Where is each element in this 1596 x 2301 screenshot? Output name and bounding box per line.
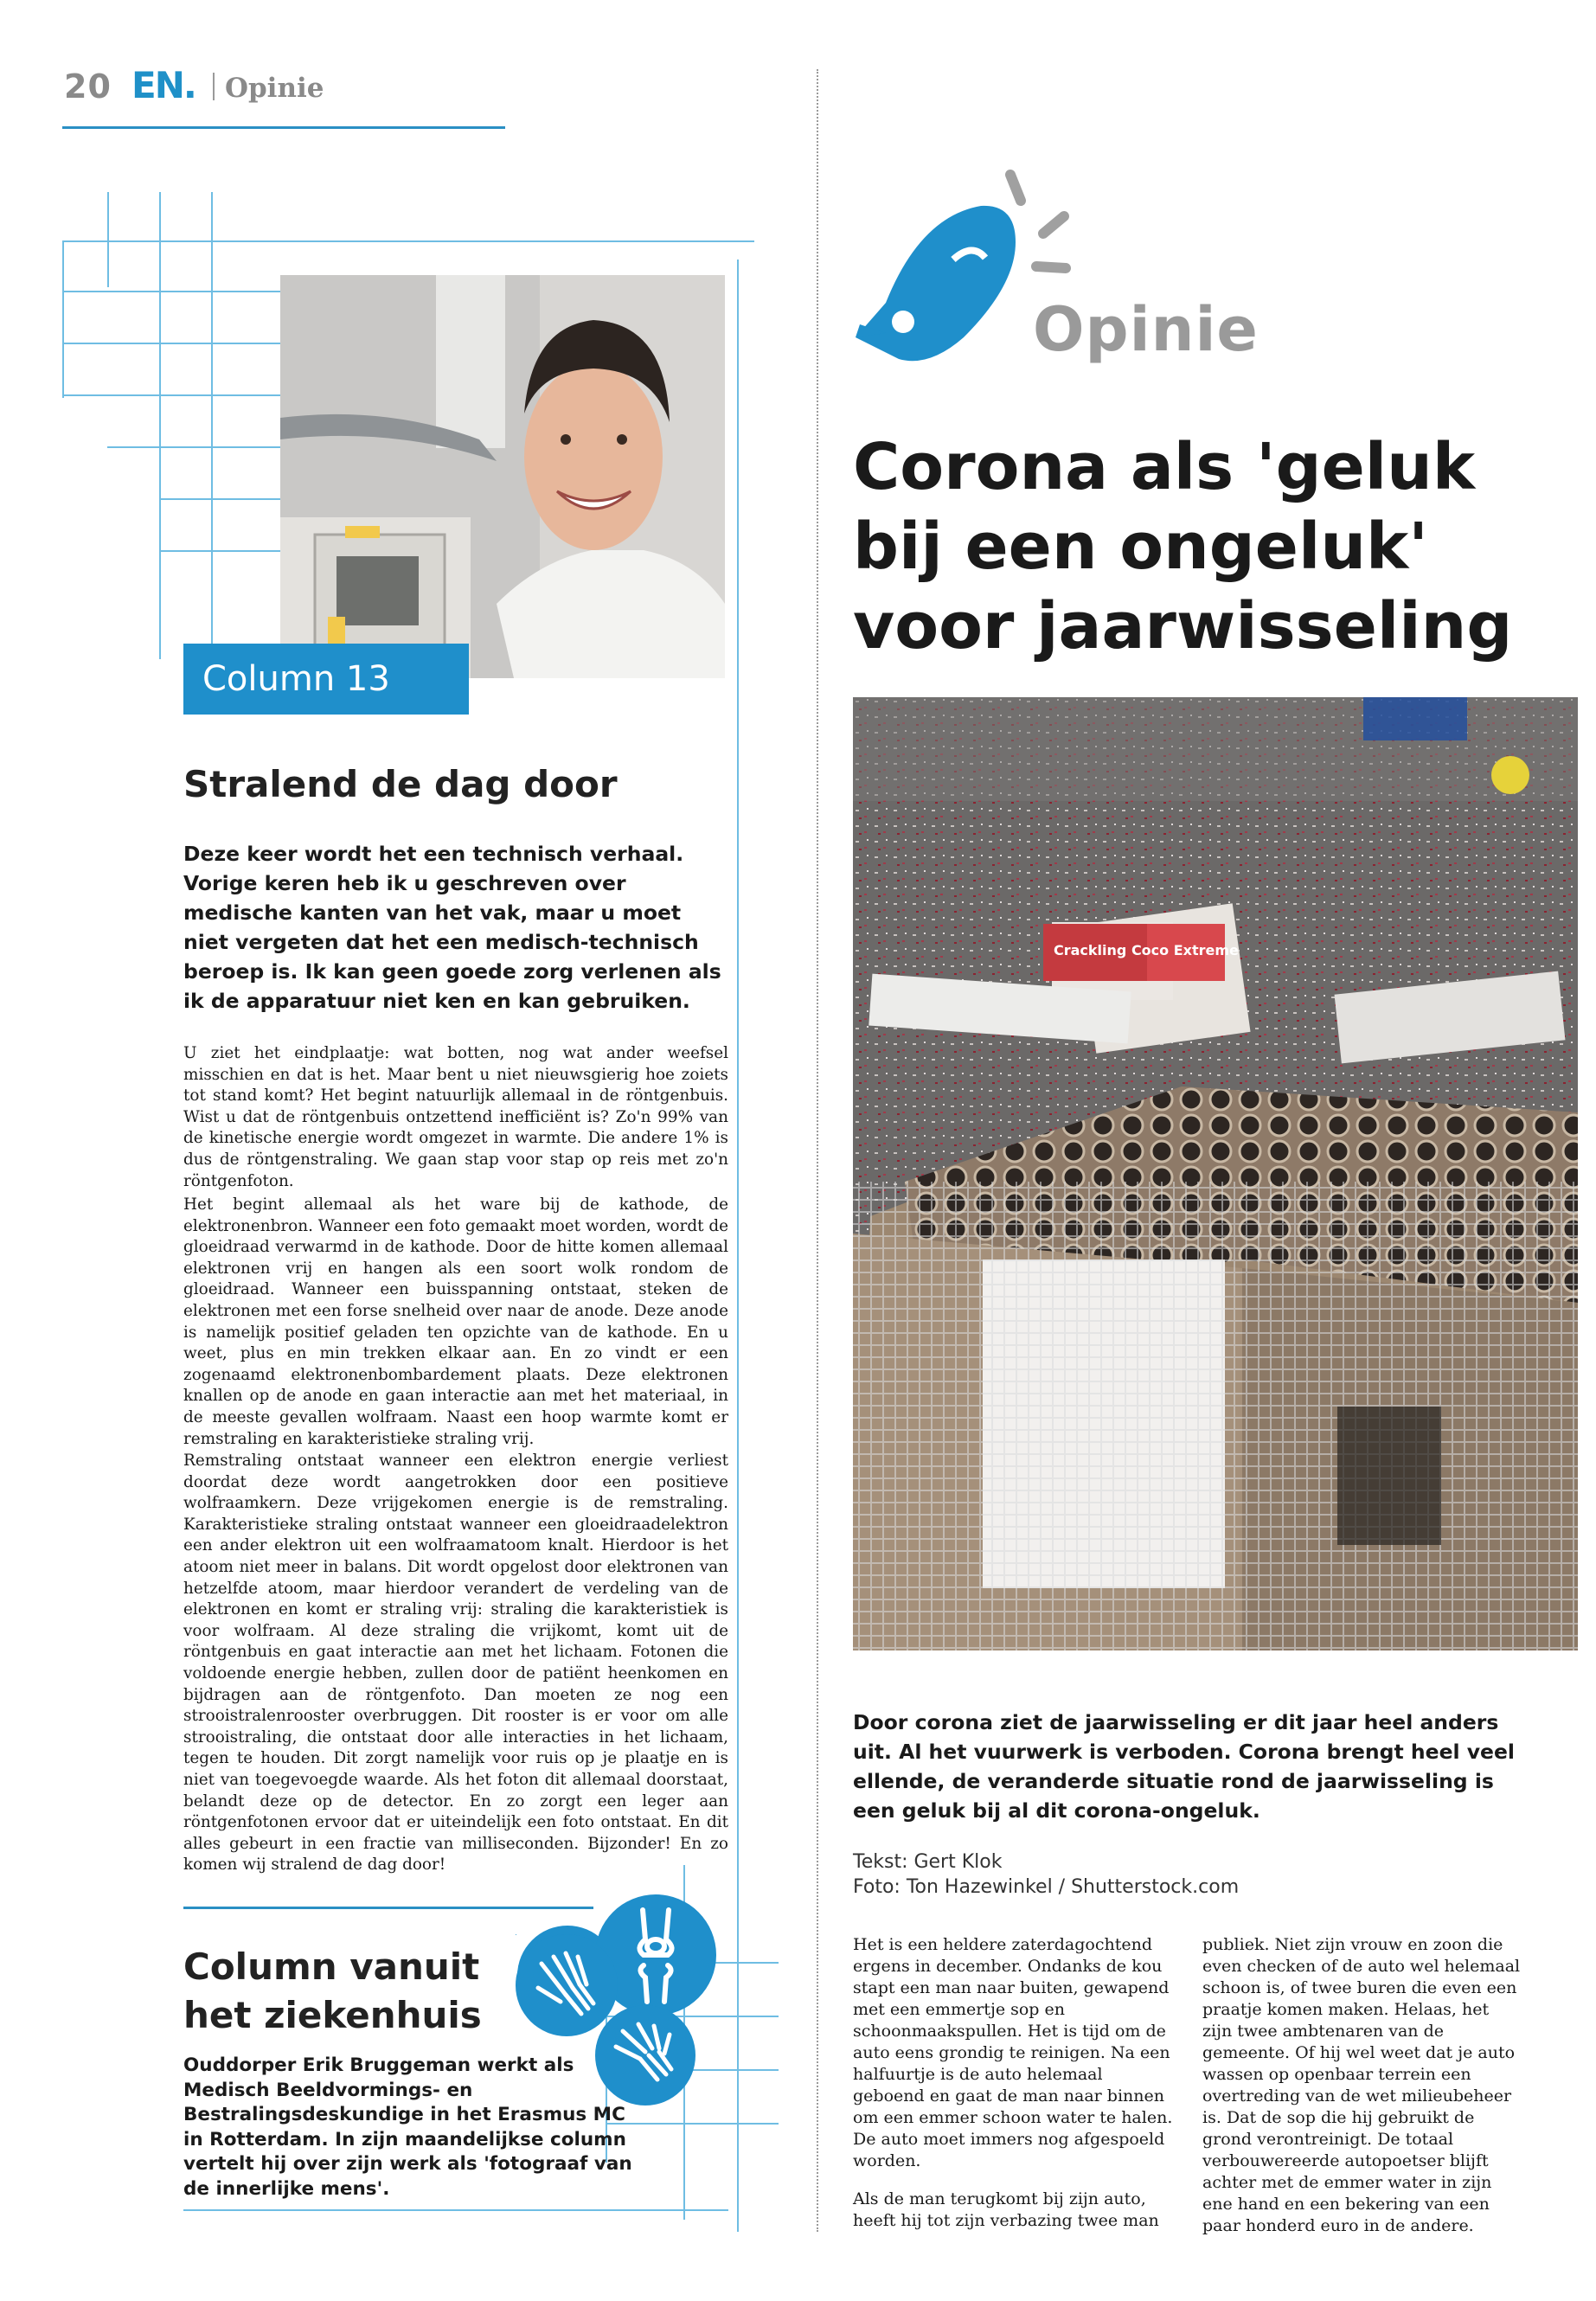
- page-number: 20: [64, 67, 112, 106]
- column-box-description: Ouddorper Erik Bruggeman werkt als Medisch Beeldvormings- en Bestralingsdeskundige in het Erasmus MC in Rotterdam. In zijn maandelijkse column vertelt hij over zijn werk als 'fotograaf van de innerlijke mens'.: [183, 2054, 632, 2200]
- article-column-2: [1202, 1934, 1522, 2253]
- photo-credit: Foto: Ton Hazewinkel / Shutterstock.com: [853, 1876, 1240, 1898]
- fireworks-photo: [853, 697, 1578, 1650]
- column-paragraph: U ziet het eindplaatje: wat botten, nog wat ander weefsel misschien en dat is het. Maar bent u niet nieuwsgierig hoe zoiets tot stand komt? Het begint natuurlijk allemaal in de röntgenbuis. Wist u dat de röntgenbuis ontzettend inefficiënt is? Zo'n 99% van de kinetische energie wordt omgezet in warmte. Die andere 1% is dus de röntgenstraling. We gaan stap voor stap op reis met zo'n röntgenfoton.: [183, 1044, 728, 1190]
- header-separator: [213, 73, 215, 100]
- columnist-portrait: [280, 275, 725, 678]
- column-divider: [817, 69, 818, 2232]
- column-heading: Stralend de dag door: [183, 763, 618, 805]
- article-paragraph: Het is een heldere zaterdagochtend ergens in december. Ondanks de kou stapt een man naar buiten, gewapend met een emmertje sop en schoonmaakspullen. Het is tijd om de auto eens grondig te reinigen. Na een halfuurtje is de auto helemaal geboend en gaat de man naar binnen om een emmer schoon water te halen. De auto moet immers nog afgespoeld worden.: [853, 1935, 1173, 2170]
- hand-xray-icon: [595, 2005, 695, 2106]
- header-rule: [62, 126, 505, 129]
- article-column-1: [853, 1934, 1173, 2248]
- column-box-title: Column vanuit het ziekenhuis: [183, 1945, 482, 2036]
- column-paragraph: Remstraling ontstaat wanneer een elektron energie verliest doordat deze wordt aangetrokken door een positieve wolfraamkern. Deze vrijgekomen energie is de remstraling. Karakteristieke straling ontstaat wanneer een gloeidraadelektron een ander elektron uit een wolfraamatoom knalt. Hierdoor is het atoom niet meer in balans. Dit wordt opgelost door elektronen van hetzelfde atoom, maar hierdoor verandert de verdeling van de elektronen en komt er straling vrij: straling die karakteristiek is voor wolfraam. Al deze straling die vrijkomt, komt uit de röntgenbuis en gaat interactie aan met het lichaam. Fotonen die voldoende energie hebben, zullen door de patiënt heenkomen en bijdragen aan de röntgenfoto. Dan moeten ze nog een strooistralenrooster overbruggen. Dit rooster is er voor om alle strooistraling, die ontstaat door alle interacties in het lichaam, tegen te houden. Dit zorgt namelijk voor ruis op je plaatje en is niet van toegevoegde waarde. Als het foton dit allemaal doorstaat, belandt deze op de detector. En zo zorgt een leger aan röntgenfotonen ervoor dat er uiteindelijk een foto ontstaat. En dit alles gebeurt in een fractie van milliseconden. Bijzonder! En zo komen wij stralend de dag door!: [183, 1452, 728, 1875]
- opinie-label: Opinie: [1033, 294, 1259, 365]
- article-paragraph: publiek. Niet zijn vrouw en zoon die even checken of de auto wel helemaal schoon is, of twee buren die even een praatje komen maken. Helaas, het zijn twee ambtenaren van de gemeente. Of hij wel weet dat je auto wassen op openbaar terrein een overtreding van de wet milieubeheer is. Dat de sop die hij gebruikt de grond verontreinigt. De totaal verbouwereerde autopoetser blijft achter met de emmer water in zijn ene hand en een bekering van een paar honderd euro in de andere.: [1202, 1935, 1521, 2235]
- column-intro: Deze keer wordt het een technisch verhaal. Vorige keren heb ik u geschreven over medische kanten van het vak, maar u moet niet vergeten dat het een medisch-technisch beroep is. Ik kan geen goede zorg verlenen als ik de apparatuur niet ken en kan gebruiken.: [183, 842, 721, 1013]
- column-paragraph: Het begint allemaal als het ware bij de kathode, de elektronenbron. Wanneer een foto gemaakt moet worden, wordt de gloeidraad verwarmd in de kathode. Door de hitte komen allemaal elektronen vrij en hangen als een soort wolk rondom de gloeidraad. Wanneer een buisspanning ontstaat, steken de elektronen met een forse snelheid over naar de anode. Deze anode is namelijk positief geladen ten opzichte van de kathode. En u weet, plus en min trekken elkaar aan. En zo vindt er een zogenaamd elektronenbombardement plaats. Deze elektronen knallen op de anode en gaan interactie aan met het materiaal, in de meeste gevallen wolfraam. Naast een hoop warmte komt er remstraling en karakteristieke straling vrij.: [183, 1195, 728, 1448]
- brand-logo: EN.: [131, 64, 195, 106]
- article-headline: Corona als 'geluk bij een ongeluk' voor jaarwisseling: [853, 430, 1513, 663]
- firework-box-label: Crackling Coco Extreme: [1054, 942, 1239, 958]
- text-credit: Tekst: Gert Klok: [853, 1851, 1003, 1873]
- box-rule: [183, 1907, 593, 1909]
- article-lead: Door corona ziet de jaarwisseling er dit jaar heel anders uit. Al het vuurwerk is verboden. Corona brengt heel veel ellende, de veranderde situatie rond de jaarwisseling is een geluk bij al dit corona-ongeluk.: [853, 1710, 1515, 1823]
- column-number-badge: Column 13: [183, 644, 469, 715]
- section-label: Opinie: [225, 73, 324, 104]
- article-paragraph: Als de man terugkomt bij zijn auto, heeft hij tot zijn verbazing twee man: [853, 2189, 1159, 2230]
